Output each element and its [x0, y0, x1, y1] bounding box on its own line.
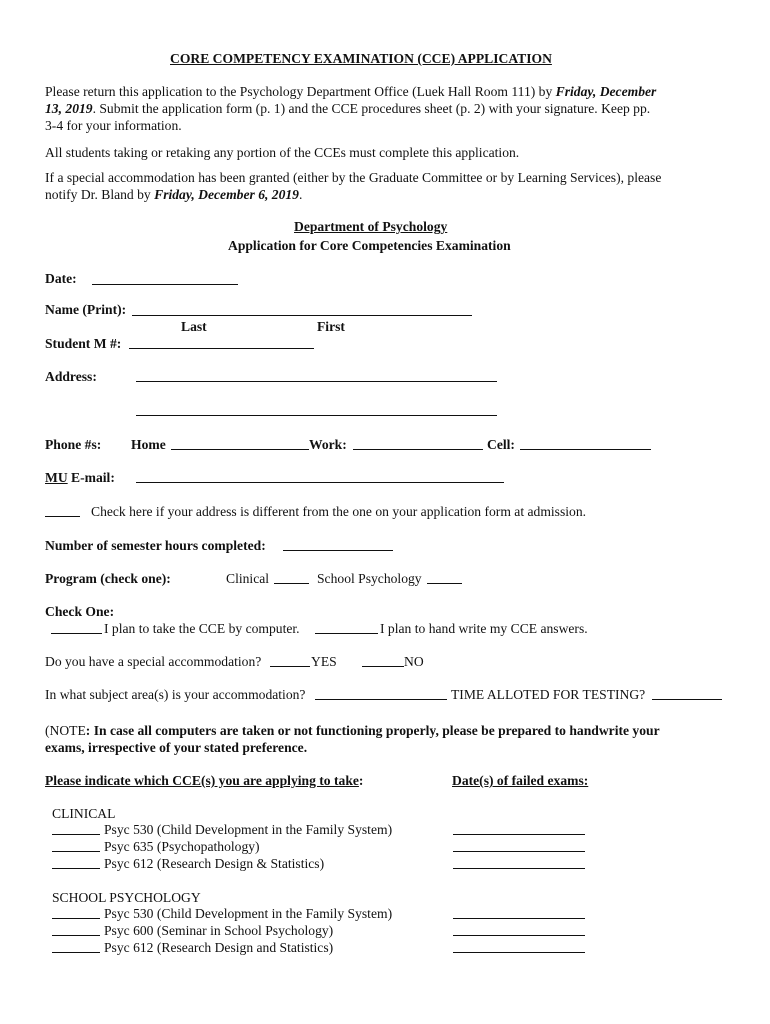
- clinical-course-checkbox[interactable]: [52, 851, 100, 852]
- handwrite-checkbox[interactable]: [315, 633, 378, 634]
- semester-hours-field[interactable]: [283, 550, 393, 551]
- clinical-course-label: Psyc 530 (Child Development in the Family System): [104, 822, 393, 837]
- accommodation-no-field[interactable]: [362, 666, 404, 667]
- cell-phone-label: Cell:: [487, 437, 515, 452]
- time-allotted-label: TIME ALLOTED FOR TESTING?: [451, 687, 646, 702]
- clinical-course-label: Psyc 612 (Research Design & Statistics): [104, 856, 325, 871]
- accommodation-question: Do you have a special accommodation?: [45, 654, 262, 669]
- school-course-label: Psyc 600 (Seminar in School Psychology): [104, 923, 334, 938]
- school-course-checkbox[interactable]: [52, 918, 100, 919]
- note-open: (NOTE: [45, 723, 86, 738]
- clinical-course-checkbox[interactable]: [52, 868, 100, 869]
- clinical-heading: CLINICAL: [52, 806, 116, 821]
- date-label: Date:: [45, 271, 77, 286]
- school-failed-date-field[interactable]: [453, 952, 585, 953]
- clinical-checkbox[interactable]: [274, 583, 309, 584]
- school-failed-date-field[interactable]: [453, 918, 585, 919]
- intro-text-2: . Submit the application form (p. 1) and the CCE procedures sheet (p. 2) with your signature. Keep pp.: [92, 101, 651, 116]
- clinical-failed-date-field[interactable]: [453, 834, 585, 835]
- check-one-label: Check One:: [45, 604, 115, 619]
- program-label: Program (check one):: [45, 571, 171, 586]
- subject-area-question: In what subject area(s) is your accommodation?: [45, 687, 306, 702]
- name-label: Name (Print):: [45, 302, 127, 317]
- address-field-line-1[interactable]: [136, 381, 497, 382]
- indicate-cce-label: [45, 772, 363, 789]
- accommodation-note-line-2: [45, 186, 302, 203]
- school-course-label: Psyc 530 (Child Development in the Family System): [104, 906, 393, 921]
- note-line-1: [45, 722, 660, 739]
- intro-line-1: [45, 83, 656, 100]
- student-number-label: Student M #:: [45, 336, 122, 351]
- cell-phone-field[interactable]: [520, 449, 651, 450]
- school-option-label: School Psychology: [317, 571, 422, 586]
- mu-prefix: MU: [45, 470, 68, 485]
- student-number-field[interactable]: [129, 348, 314, 349]
- address-change-checkbox[interactable]: [45, 516, 80, 517]
- handwrite-option-label: I plan to hand write my CCE answers.: [380, 621, 588, 636]
- department-heading: Department of Psychology: [294, 219, 448, 234]
- clinical-course-checkbox[interactable]: [52, 834, 100, 835]
- accommodation-note-line-1: If a special accommodation has been granted (either by the Graduate Committee or by Learning Services), please: [45, 170, 662, 185]
- school-failed-date-field[interactable]: [453, 935, 585, 936]
- application-heading: Application for Core Competencies Examination: [228, 238, 511, 253]
- intro-line-2: [45, 100, 650, 117]
- note-line-2: exams, irrespective of your stated preference.: [45, 740, 308, 755]
- subject-area-field[interactable]: [315, 699, 447, 700]
- time-allotted-field[interactable]: [652, 699, 722, 700]
- school-course-checkbox[interactable]: [52, 935, 100, 936]
- work-phone-label: Work:: [309, 437, 347, 452]
- page-title: CORE COMPETENCY EXAMINATION (CCE) APPLICATION: [170, 51, 552, 66]
- email-label: [45, 469, 115, 486]
- accommodation-yes-field[interactable]: [270, 666, 310, 667]
- yes-label: YES: [311, 654, 337, 669]
- home-phone-field[interactable]: [171, 449, 309, 450]
- clinical-failed-date-field[interactable]: [453, 868, 585, 869]
- school-course-label: Psyc 612 (Research Design and Statistics): [104, 940, 334, 955]
- deadline-part-2: 13, 2019: [45, 101, 93, 116]
- computer-option-label: I plan to take the CCE by computer.: [104, 621, 300, 636]
- accommodation-deadline: Friday, December 6, 2019: [154, 187, 299, 202]
- school-course-checkbox[interactable]: [52, 952, 100, 953]
- home-phone-label: Home: [131, 437, 166, 452]
- intro-line-3: 3-4 for your information.: [45, 118, 182, 133]
- semester-hours-label: Number of semester hours completed:: [45, 538, 266, 553]
- indicate-cce-text: Please indicate which CCE(s) you are applying to take: [45, 773, 359, 788]
- date-field[interactable]: [92, 284, 238, 285]
- clinical-course-label: Psyc 635 (Psychopathology): [104, 839, 260, 854]
- notify-end: .: [298, 187, 303, 202]
- intro-all-students: All students taking or retaking any portion of the CCEs must complete this application.: [45, 145, 520, 160]
- address-field-line-2[interactable]: [136, 415, 497, 416]
- failed-exams-label: Date(s) of failed exams:: [452, 773, 589, 788]
- notify-text: notify Dr. Bland by: [45, 187, 155, 202]
- clinical-option-label: Clinical: [226, 571, 270, 586]
- first-name-caption: First: [317, 319, 345, 334]
- note-text-1: : In case all computers are taken or not functioning properly, please be prepared to handwrite your: [85, 723, 660, 738]
- address-label: Address:: [45, 369, 97, 384]
- intro-text-1: Please return this application to the Psychology Department Office (Luek Hall Room 111) by: [45, 84, 556, 99]
- last-name-caption: Last: [181, 319, 207, 334]
- deadline-part-1: Friday, December: [555, 84, 657, 99]
- address-change-text: Check here if your address is different from the one on your application form at admission.: [91, 504, 587, 519]
- email-field[interactable]: [136, 482, 504, 483]
- school-psychology-heading: SCHOOL PSYCHOLOGY: [52, 890, 201, 905]
- email-label-text: E-mail:: [67, 470, 115, 485]
- computer-checkbox[interactable]: [51, 633, 102, 634]
- indicate-colon: :: [358, 773, 364, 788]
- school-checkbox[interactable]: [427, 583, 462, 584]
- phone-label: Phone #s:: [45, 437, 102, 452]
- name-field[interactable]: [132, 315, 472, 316]
- clinical-failed-date-field[interactable]: [453, 851, 585, 852]
- work-phone-field[interactable]: [353, 449, 483, 450]
- no-label: NO: [404, 654, 424, 669]
